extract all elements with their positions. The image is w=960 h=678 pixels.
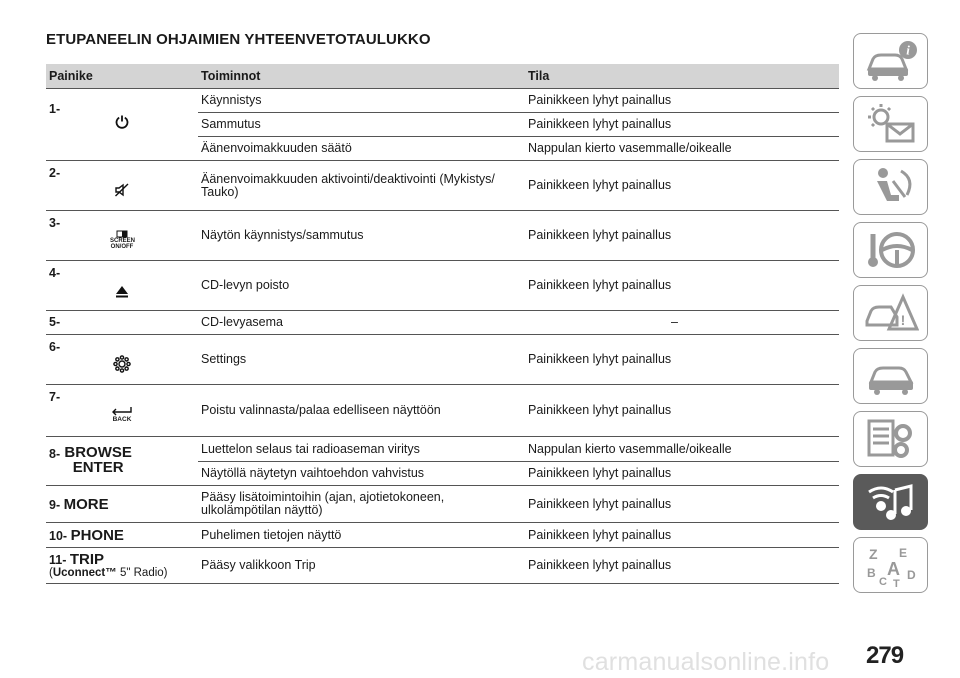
eject-icon (49, 284, 195, 298)
row-1c-function: Äänenvoimakkuuden säätö (198, 137, 525, 161)
row-10-function: Puhelimen tietojen näyttö (198, 523, 525, 548)
table-row (46, 261, 839, 311)
mute-icon (49, 182, 195, 198)
row-6-mode: Painikkeen lyhyt painallus (525, 335, 839, 385)
uconnect-radio-note (49, 567, 195, 579)
row-2-mode: Painikkeen lyhyt painallus (525, 161, 839, 211)
row-number: 2- (49, 166, 61, 180)
svg-text:Z: Z (868, 546, 878, 562)
row-9-mode: Painikkeen lyhyt painallus (525, 486, 839, 523)
browse-enter-label: BROWSE ENTER (64, 444, 132, 476)
svg-text:E: E (898, 546, 907, 560)
row-8b-mode: Painikkeen lyhyt painallus (525, 462, 839, 486)
row-11-button-cell (46, 548, 198, 584)
row-5-mode: – (525, 311, 839, 335)
row-number: 9- (49, 497, 61, 512)
svg-text:C: C (878, 576, 887, 587)
phone-label: PHONE (70, 526, 124, 544)
steering-wheel-icon[interactable] (853, 222, 928, 278)
table-row (46, 211, 839, 261)
row-1b-function: Sammutus (198, 113, 525, 137)
row-4-mode: Painikkeen lyhyt painallus (525, 261, 839, 311)
row-number: 3- (49, 216, 61, 230)
row-8-button-cell (46, 437, 198, 486)
uconnect-brand: Uconnect™ (52, 567, 117, 579)
svg-text:A: A (886, 559, 900, 579)
alphabetical-index-icon[interactable] (853, 537, 928, 593)
airbag-seat-icon[interactable] (853, 159, 928, 215)
header-mode: Tila (525, 64, 839, 89)
table-row (46, 335, 839, 385)
row-number: 1- (49, 102, 61, 116)
radio-size: 5" Radio) (116, 567, 168, 579)
back-label: BACK (112, 416, 132, 423)
row-1a-mode: Painikkeen lyhyt painallus (525, 89, 839, 113)
row-8a-function: Luettelon selaus tai radioaseman viritys (198, 437, 525, 462)
row-3-mode: Painikkeen lyhyt painallus (525, 211, 839, 261)
row-9-button-cell (46, 486, 198, 523)
row-9-function: Pääsy lisätoimintoihin (ajan, ajotietokoneen, ulkolämpötilan näyttö) (198, 486, 525, 523)
row-number: 4- (49, 266, 61, 280)
back-arrow-icon (49, 406, 195, 423)
row-number: 6- (49, 340, 61, 354)
row-6-button-cell (46, 335, 198, 385)
row-7-mode: Painikkeen lyhyt painallus (525, 385, 839, 437)
row-8a-mode: Nappulan kierto vasemmalle/oikealle (525, 437, 839, 462)
row-10-mode: Painikkeen lyhyt painallus (525, 523, 839, 548)
car-info-icon[interactable] (853, 33, 928, 89)
settings-gear-icon (49, 355, 195, 373)
row-6-function: Settings (198, 335, 525, 385)
row-1c-mode: Nappulan kierto vasemmalle/oikealle (525, 137, 839, 161)
table-row (46, 311, 839, 335)
row-1-button-cell (46, 89, 198, 161)
table-row (46, 161, 839, 211)
row-number: 8- (49, 447, 61, 461)
row-2-button-cell (46, 161, 198, 211)
svg-text:i: i (905, 42, 910, 58)
more-label: MORE (63, 495, 109, 513)
table-row (46, 548, 839, 584)
page-number: 279 (866, 642, 904, 669)
svg-text:D: D (906, 568, 916, 582)
trip-label: TRIP (69, 551, 105, 568)
table-row (46, 523, 839, 548)
row-7-function: Poistu valinnasta/palaa edelliseen näyttöön (198, 385, 525, 437)
row-4-function: CD-levyn poisto (198, 261, 525, 311)
page-title: ETUPANEELIN OHJAIMIEN YHTEENVETOTAULUKKO (46, 31, 431, 48)
row-3-button-cell (46, 211, 198, 261)
table-header-row (46, 64, 839, 89)
row-number: 7- (49, 390, 61, 404)
technical-specs-icon[interactable] (853, 411, 928, 467)
warning-lights-icon[interactable] (853, 96, 928, 152)
row-3-function: Näytön käynnistys/sammutus (198, 211, 525, 261)
row-7-button-cell (46, 385, 198, 437)
row-10-button-cell (46, 523, 198, 548)
screen-onoff-label: SCREEN ON/OFF (110, 238, 136, 250)
row-5-function: CD-levyasema (198, 311, 525, 335)
table-row (46, 437, 839, 462)
row-1b-mode: Painikkeen lyhyt painallus (525, 113, 839, 137)
controls-summary-table (46, 64, 839, 584)
screen-onoff-icon (49, 230, 195, 250)
svg-text:T: T (892, 578, 900, 587)
header-function: Toiminnot (198, 64, 525, 89)
breakdown-icon[interactable] (853, 285, 928, 341)
multimedia-icon[interactable] (853, 474, 928, 530)
row-11-function: Pääsy valikkoon Trip (198, 548, 525, 584)
row-number: 10- (49, 528, 68, 543)
row-11-mode: Painikkeen lyhyt painallus (525, 548, 839, 584)
row-5-button-cell (46, 311, 198, 335)
note-paren: ( (49, 567, 53, 579)
row-number: 11- (49, 553, 67, 567)
chapter-tabs (853, 33, 930, 600)
header-button: Painike (46, 64, 198, 89)
table-row (46, 486, 839, 523)
row-8b-function: Näytöllä näytetyn vaihtoehdon vahvistus (198, 462, 525, 486)
service-car-icon[interactable] (853, 348, 928, 404)
table-row (46, 385, 839, 437)
table-row (46, 89, 839, 113)
row-2-function: Äänenvoimakkuuden aktivointi/deaktivointi (Mykistys/ Tauko) (198, 161, 525, 211)
svg-text:B: B (866, 566, 876, 580)
svg-text:!: ! (900, 312, 905, 328)
row-number: 5- (49, 315, 61, 329)
row-4-button-cell (46, 261, 198, 311)
watermark: carmanualsonline.info (582, 648, 830, 676)
row-1a-function: Käynnistys (198, 89, 525, 113)
power-icon (49, 114, 195, 130)
